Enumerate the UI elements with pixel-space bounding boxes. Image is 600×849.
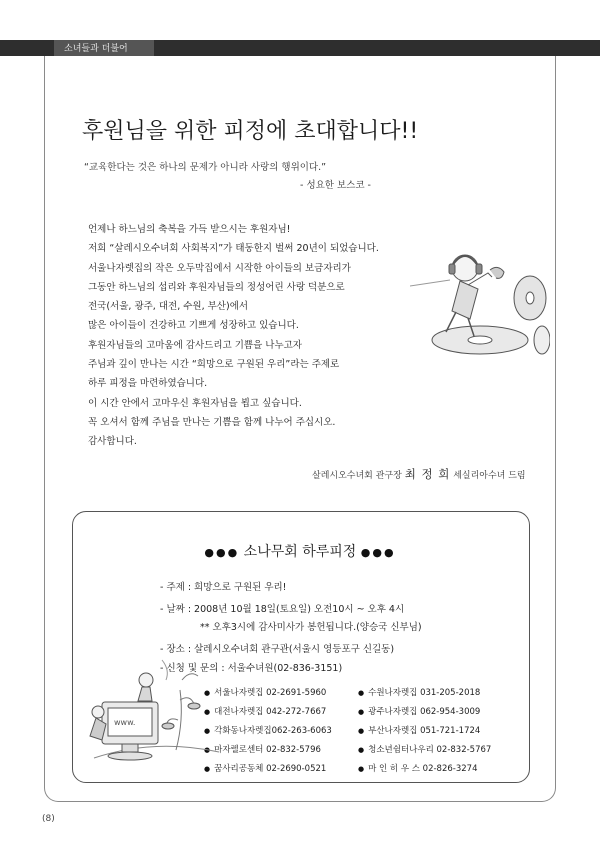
section-tag: [54, 40, 154, 56]
quote-text: “교육한다는 것은 하나의 문제가 아니라 사랑의 행위이다.”: [84, 162, 327, 173]
bullet-icon: ●: [358, 708, 365, 716]
body-line: 감사합니다.: [88, 436, 137, 448]
body-line: 많은 아이들이 건강하고 기쁘게 성장하고 있습니다.: [88, 320, 299, 332]
event-title: [0, 541, 600, 561]
signature-name: 최 정 희: [404, 467, 451, 481]
body-line: 후원자님들의 고마움에 감사드리고 기쁨을 나누고자: [88, 339, 302, 351]
contact-text: 서울나자렛집 02-2691-5960: [214, 688, 327, 698]
bullet-icon: ●: [358, 746, 365, 754]
contact-text: 청소년쉼터나우리 02-832-5767: [368, 745, 492, 755]
bullet-icon: ●: [204, 746, 211, 754]
invitation-body: [88, 220, 448, 452]
contact-text: 각화동나자렛집062-263-6063: [214, 726, 332, 736]
page-title: 후원님을 위한 피정에 초대합니다!!: [82, 119, 419, 144]
contact-text: 마 인 히 우 스 02-826-3274: [368, 764, 478, 774]
contact-text: 부산나자렛집 051-721-1724: [368, 726, 481, 736]
event-mass-note: ** 오후3시에 감사미사가 봉헌됩니다.(양승국 신부님): [200, 622, 422, 633]
signature-prefix: 살레시오수녀회 관구장: [312, 471, 402, 481]
bullet-icon: ●: [204, 708, 211, 716]
contact-item: [358, 724, 480, 736]
quote-author: - 성요한 보스코 -: [300, 180, 371, 191]
contact-item: [358, 743, 491, 755]
body-line: 꼭 오셔서 함께 주님을 만나는 기쁨을 함께 나누어 주십시오.: [88, 416, 336, 428]
contact-item: [358, 762, 477, 774]
body-line: 그동안 하느님의 섭리와 후원자님들의 정성어린 사랑 덕분으로: [88, 281, 345, 293]
body-line: 저희 “살레시오수녀회 사회복지”가 태동한지 벌써 20년이 되었습니다.: [88, 243, 379, 255]
event-theme: - 주제 : 희망으로 구원된 우리!: [160, 582, 287, 593]
event-date: - 날짜 : 2008년 10월 18일(토요일) 오전10시 ~ 오후 4시: [160, 604, 405, 615]
girl-with-headphones-illustration: [410, 240, 550, 370]
kids-on-computer-illustration: [84, 640, 224, 775]
bullet-icon: ●: [358, 727, 365, 735]
monitor-www-label: www.: [114, 718, 136, 727]
body-line: 언제나 하느님의 축복을 가득 받으시는 후원자님!: [88, 224, 291, 235]
body-line: 주님과 깊이 만나는 시간 “희망으로 구원된 우리”라는 주제로: [88, 359, 340, 371]
body-line: 서울나자렛집의 작은 오두막집에서 시작한 아이들의 보금자리가: [88, 262, 351, 274]
signature: [312, 466, 526, 482]
bullet-icon: ●: [358, 689, 365, 697]
title-dots-right: ●●●: [360, 546, 396, 559]
contact-text: 광주나자렛집 062-954-3009: [368, 707, 481, 717]
body-line: 이 시간 안에서 고마우신 후원자님을 뵙고 싶습니다.: [88, 397, 302, 409]
contact-text: 수원나자렛집 031-205-2018: [368, 688, 481, 698]
contact-item: [358, 705, 480, 717]
event-title-text: 소나무회 하루피정: [243, 544, 357, 560]
event-inquiry: - 신청 및 문의 : 서울수녀원(02-836-3151): [160, 663, 343, 674]
body-line: 하루 피정을 마련하였습니다.: [88, 378, 208, 390]
contact-item: [358, 686, 480, 698]
section-label: 소녀들과 더불어: [64, 44, 128, 54]
contact-text: 마자렐로센터 02-832-5796: [214, 745, 321, 755]
event-location: - 장소 : 살레시오수녀회 관구관(서울시 영등포구 신길동): [160, 644, 395, 655]
title-dots-left: ●●●: [204, 546, 240, 559]
bullet-icon: ●: [204, 765, 211, 773]
signature-suffix: 세실리아수녀 드림: [453, 471, 526, 481]
bullet-icon: ●: [204, 727, 211, 735]
section-header-bar: [0, 40, 600, 56]
body-line: 전국(서울, 광주, 대전, 수원, 부산)에서: [88, 301, 249, 313]
bullet-icon: ●: [204, 689, 211, 697]
contact-text: 꿈사리공동체 02-2690-0521: [214, 764, 327, 774]
contact-text: 대전나자렛집 042-272-7667: [214, 707, 327, 717]
bullet-icon: ●: [358, 765, 365, 773]
page-number: (8): [42, 814, 55, 824]
